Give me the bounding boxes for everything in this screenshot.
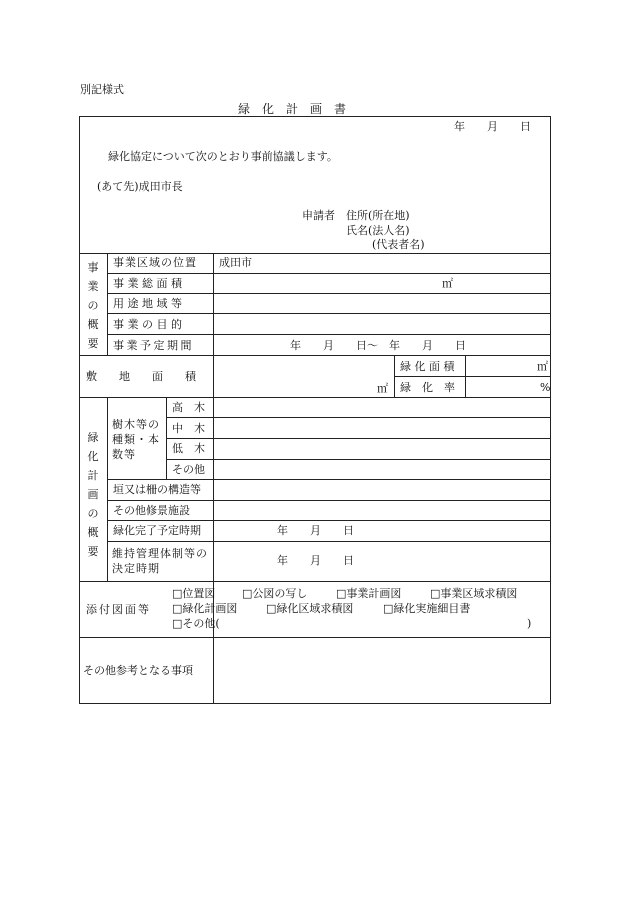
- addressee: (あて先)成田市長: [97, 180, 183, 193]
- form-title: 緑 化 計 画 書: [238, 102, 347, 116]
- greening-plan-label: 緑化計画の概要: [87, 431, 99, 558]
- attachment-checkbox[interactable]: □公図の写し: [242, 587, 308, 600]
- plan-row-label: その他修景施設: [113, 504, 190, 517]
- applicant-address-field[interactable]: 住所(所在地): [346, 209, 410, 222]
- divider: [107, 253, 108, 355]
- green-ratio-field[interactable]: %: [540, 381, 551, 394]
- attachment-checkbox[interactable]: □緑化区域求積図: [266, 602, 354, 615]
- divider: [107, 541, 551, 542]
- form-label: 別記様式: [80, 83, 124, 96]
- divider: [166, 417, 551, 418]
- applicant-rep-field[interactable]: (代表者名): [372, 238, 425, 251]
- other-matters-label: その他参考となる事項: [83, 664, 193, 677]
- attachment-checkbox[interactable]: □位置図: [172, 587, 216, 600]
- divider: [394, 376, 551, 377]
- tree-group-label: 樹木等の種類・本数等: [112, 418, 160, 461]
- green-area-label: 緑 化 面 積: [400, 360, 455, 373]
- attachment-checkbox[interactable]: □その他(: [172, 617, 220, 630]
- attachment-checkbox[interactable]: □事業計画図: [336, 587, 402, 600]
- green-area-field[interactable]: ㎡: [537, 360, 548, 373]
- divider: [107, 313, 551, 314]
- attachments-label: 添付図面等: [86, 603, 151, 616]
- applicant-name-field[interactable]: 氏名(法人名): [346, 224, 410, 237]
- business-overview-label: 事業の概要: [87, 261, 99, 350]
- green-ratio-label: 緑 化 率: [400, 381, 455, 394]
- tree-row-label: 中 木: [172, 422, 205, 435]
- tree-row-label: その他: [172, 463, 205, 476]
- divider: [465, 355, 466, 397]
- attachment-other-close: ): [527, 617, 532, 630]
- plan-row-label: 維持管理体制等の決定時期: [112, 547, 208, 575]
- divider: [79, 253, 551, 254]
- attachment-checkbox[interactable]: □緑化実施細目書: [383, 602, 471, 615]
- tree-row-label: 高 木: [172, 401, 205, 414]
- other-matters-field[interactable]: [214, 638, 550, 703]
- divider: [107, 500, 551, 501]
- business-row-label: 事 業 総 面 積: [113, 277, 182, 290]
- divider: [107, 334, 551, 335]
- divider: [166, 459, 551, 460]
- business-row-label: 事 業 予 定 期 間: [113, 339, 191, 352]
- divider: [107, 479, 551, 480]
- plan-row-label: 緑化完了予定時期: [113, 524, 201, 537]
- attachment-checkbox[interactable]: □事業区域求積図: [430, 587, 518, 600]
- site-area-field[interactable]: ㎡: [377, 382, 388, 395]
- management-date-field[interactable]: 年 月 日: [277, 554, 354, 567]
- attachment-checkbox[interactable]: □緑化計画図: [172, 602, 238, 615]
- tree-row-label: 低 木: [172, 442, 205, 455]
- divider: [107, 293, 551, 294]
- business-row-label: 事業区域の位置: [113, 256, 197, 269]
- divider: [166, 438, 551, 439]
- business-row-label: 用 途 地 域 等: [113, 297, 182, 310]
- business-location-field[interactable]: 成田市: [219, 256, 252, 269]
- divider: [166, 397, 167, 479]
- intro-text: 緑化協定について次のとおり事前協議します。: [108, 150, 338, 163]
- business-area-field[interactable]: ㎡: [442, 277, 453, 290]
- business-period-field[interactable]: 年 月 日～ 年 月 日: [290, 339, 466, 352]
- site-area-label: 敷 地 面 積: [86, 370, 196, 383]
- divider: [79, 355, 551, 356]
- divider: [79, 581, 551, 582]
- completion-date-field[interactable]: 年 月 日: [277, 524, 354, 537]
- divider: [79, 397, 551, 398]
- divider: [213, 253, 214, 704]
- plan-row-label: 垣又は柵の構造等: [113, 483, 201, 496]
- divider: [107, 273, 551, 274]
- date-line[interactable]: 年 月 日: [454, 120, 531, 133]
- business-row-label: 事 業 の 目 的: [113, 318, 182, 331]
- applicant-label: 申請者: [302, 209, 335, 222]
- divider: [107, 520, 551, 521]
- divider: [107, 397, 108, 581]
- divider: [394, 355, 395, 397]
